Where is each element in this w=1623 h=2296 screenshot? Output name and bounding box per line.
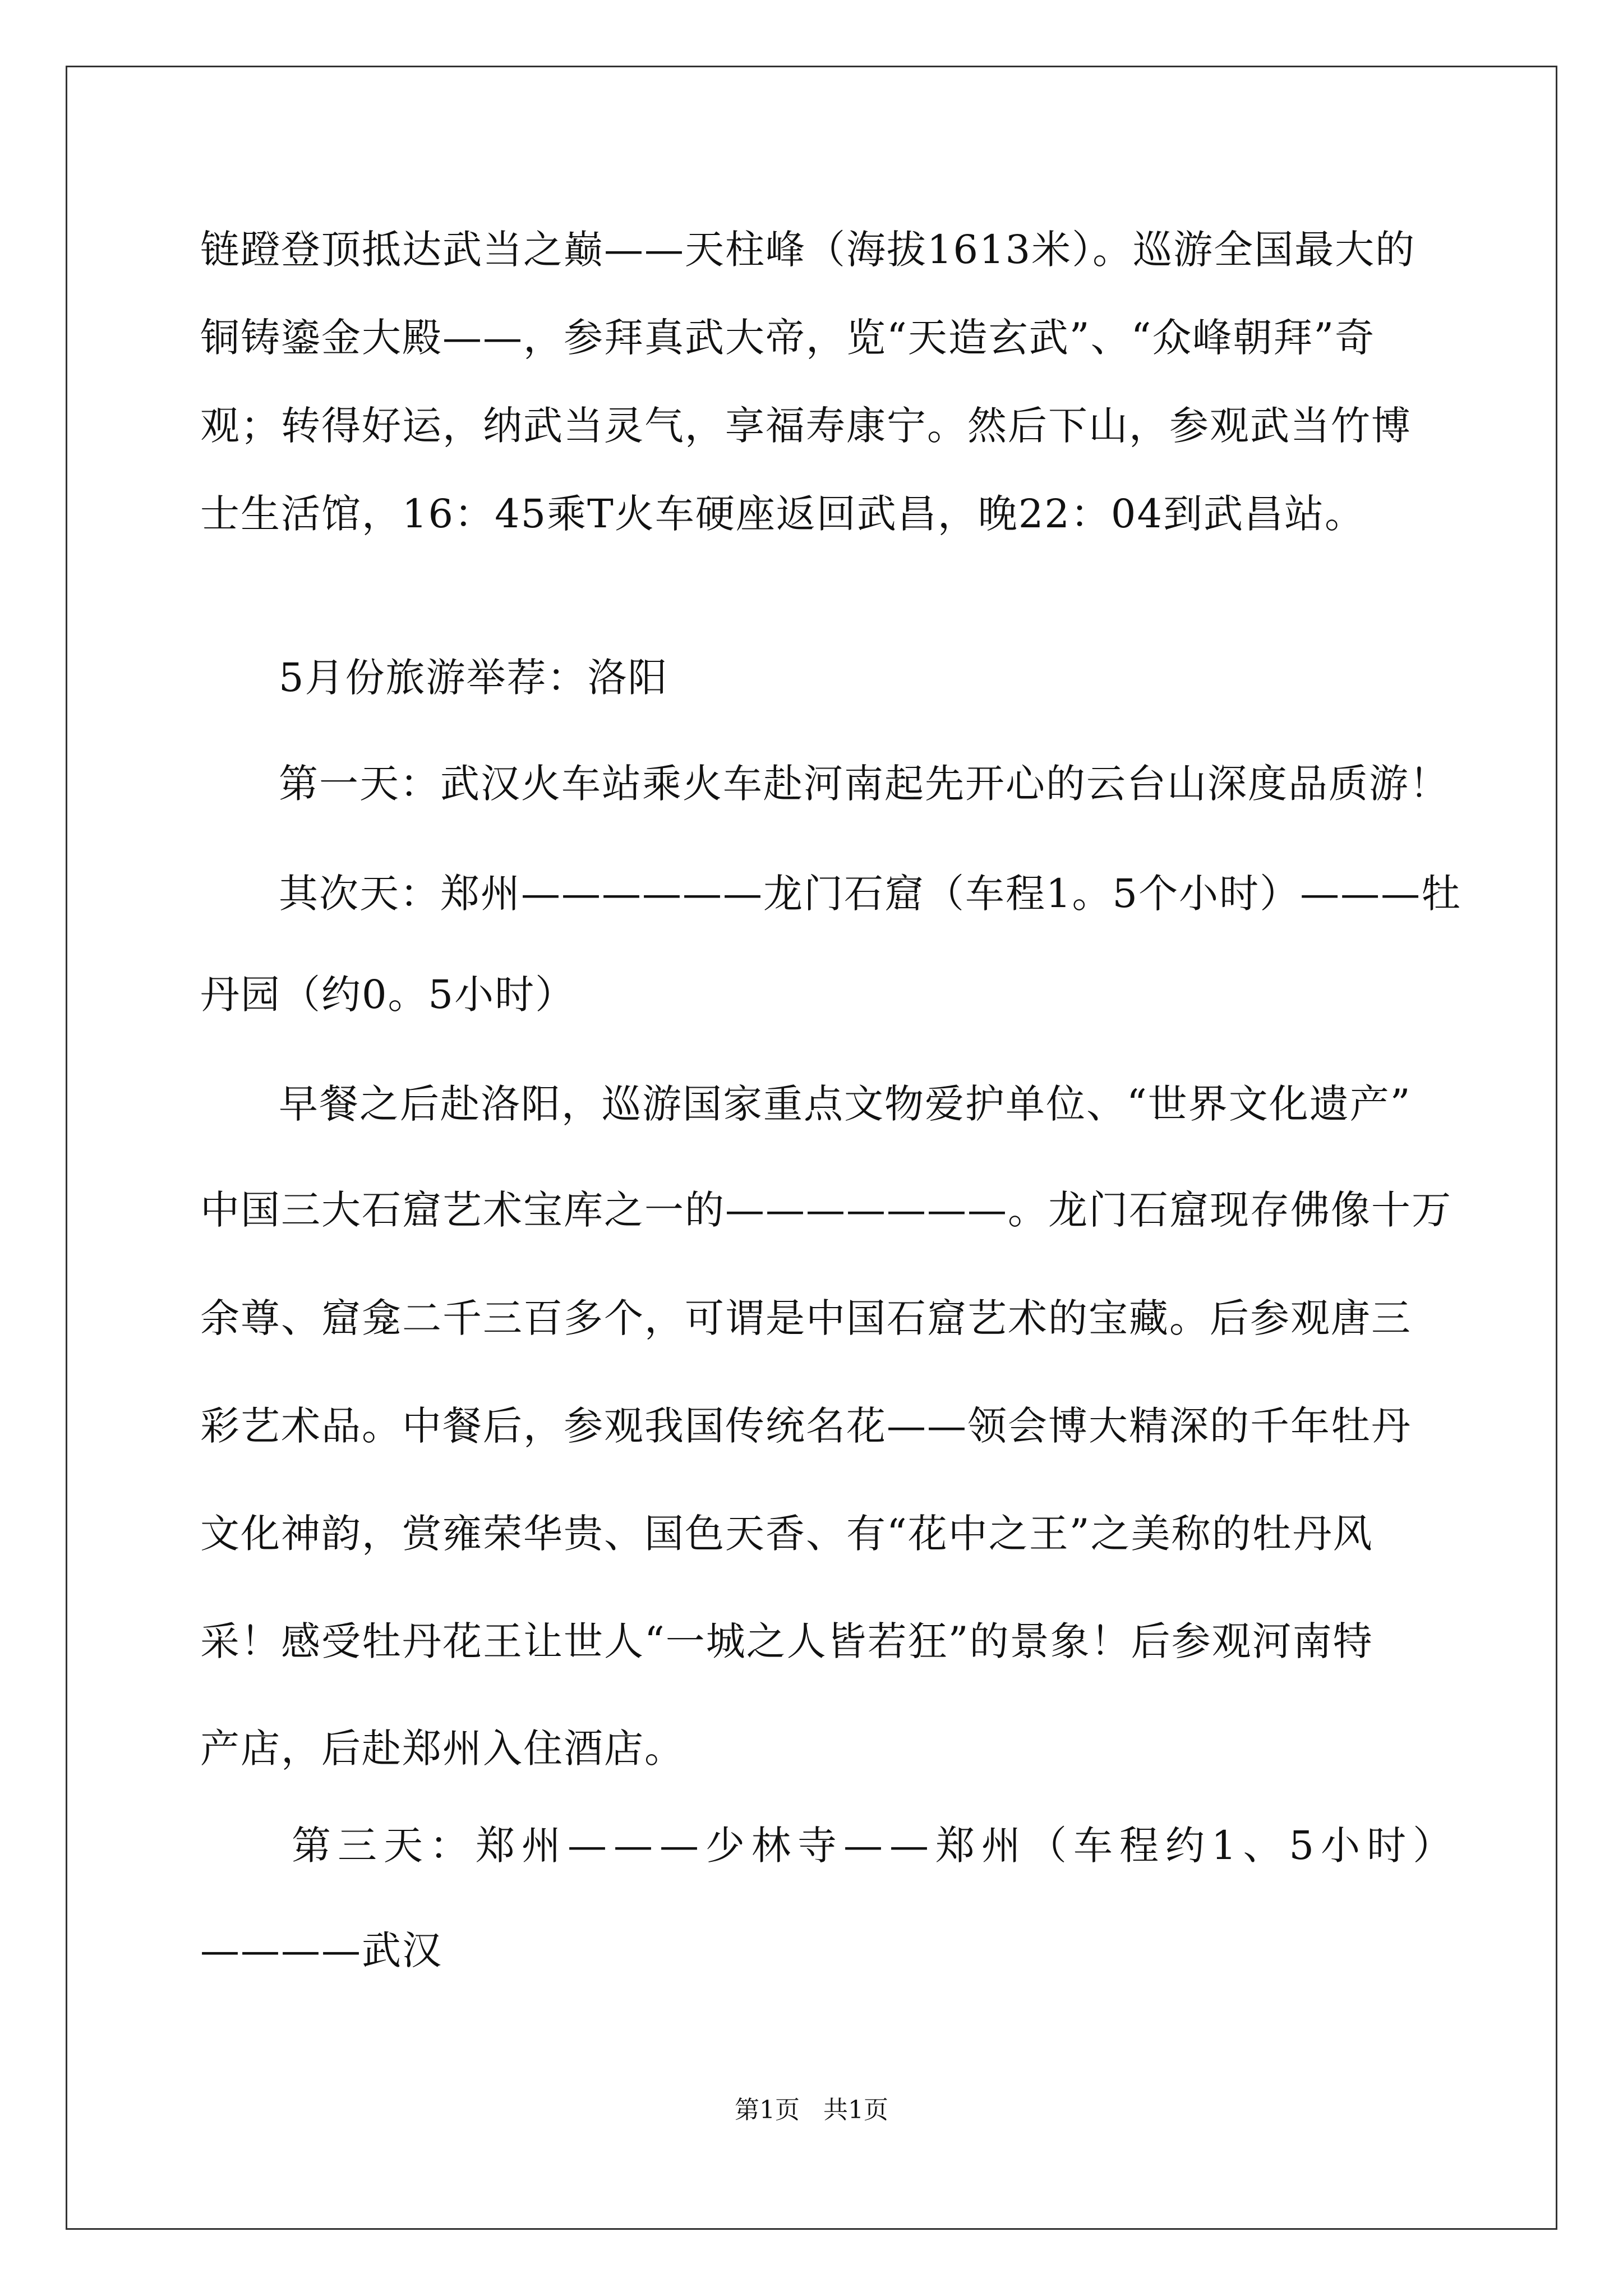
text-line: 士生活馆，16：45乘T火车硬座返回武昌，晚22：04到武昌站。 bbox=[200, 491, 1365, 537]
text-line: 早餐之后赴洛阳，巡游国家重点文物爱护单位、“世界文化遗产” bbox=[279, 1081, 1412, 1127]
text-line: 观；转得好运，纳武当灵气，享福寿康宁。然后下山，参观武当竹博 bbox=[200, 403, 1412, 449]
text-line: 丹园（约0。5小时） bbox=[200, 972, 576, 1018]
page-border bbox=[66, 66, 1557, 2230]
text-line: 中国三大石窟艺术宝库之一的———————。龙门石窟现存佛像十万 bbox=[200, 1187, 1452, 1233]
text-line: 产店，后赴郑州入住酒店。 bbox=[200, 1726, 685, 1772]
section-heading: 5月份旅游举荐：洛阳 bbox=[279, 655, 668, 701]
text-line: 其次天：郑州——————龙门石窟（车程1。5个小时）———牡 bbox=[279, 871, 1462, 917]
text-line: 文化神韵，赏雍荣华贵、国色天香、有“花中之王”之美称的牡丹风 bbox=[200, 1511, 1373, 1557]
page-footer: 第1页 共1页 bbox=[735, 2096, 888, 2124]
text-line: 第三天：郑州———少林寺——郑州（车程约1、5小时） bbox=[292, 1823, 1459, 1869]
text-line: 彩艺术品。中餐后，参观我国传统名花——领会博大精深的千年牡丹 bbox=[200, 1403, 1412, 1449]
text-line: 采！感受牡丹花王让世人“一城之人皆若狂”的景象！后参观河南特 bbox=[200, 1618, 1373, 1664]
text-line: 第一天：武汉火车站乘火车赴河南起先开心的云台山深度品质游！ bbox=[279, 761, 1450, 807]
text-line: 余尊、窟龛二千三百多个，可谓是中国石窟艺术的宝藏。后参观唐三 bbox=[200, 1295, 1412, 1341]
text-line: ————武汉 bbox=[200, 1927, 442, 1973]
text-line: 链蹬登顶抵达武当之巅——天柱峰（海拔1613米）。巡游全国最大的 bbox=[200, 227, 1416, 273]
text-line: 铜铸鎏金大殿——，参拜真武大帝，览“天造玄武”、“众峰朝拜”奇 bbox=[200, 315, 1376, 361]
